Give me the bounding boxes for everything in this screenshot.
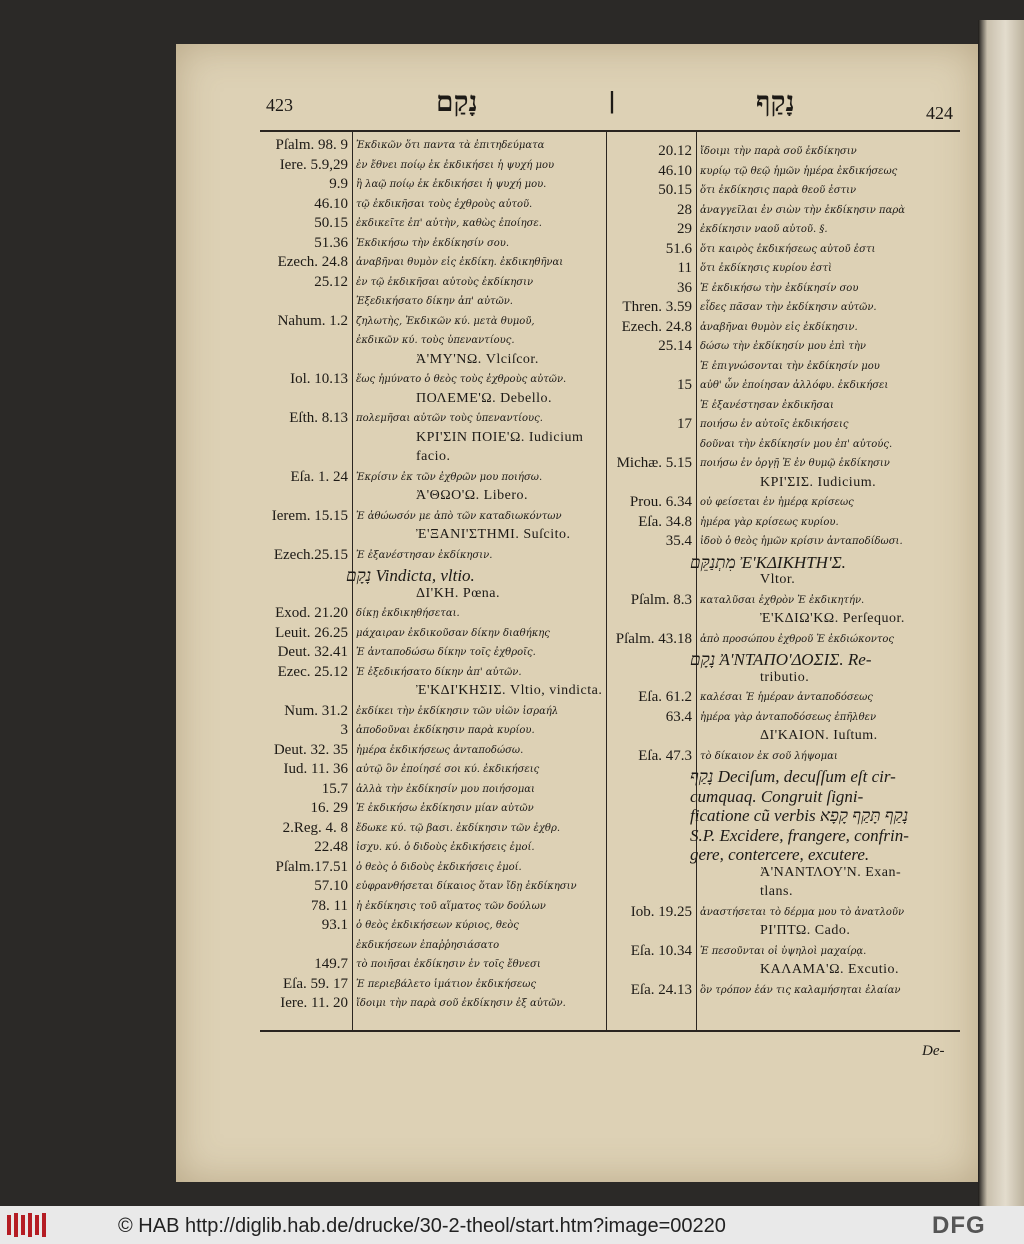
greek-citation: δώσω τὴν ἐκδίκησίν μου ἐπὶ τὴν — [700, 341, 866, 352]
heading-divider: | — [608, 88, 617, 114]
greek-citation: μάχαιραν ἐκδικοῦσαν δίκην διαθήκης — [356, 627, 550, 639]
greek-citation: αὐτῷ ὃν ἐποίησέ σοι κύ. ἐκδικήσεις — [356, 764, 540, 775]
section-heading: Ἀ'ΘΩΟ'Ω. Libero. — [416, 488, 529, 503]
citation-reference: Prou. 6.34 — [629, 494, 692, 510]
greek-citation: ἀναστήσεται τὸ δέρμα μου τὸ ἀνατλοῦν — [700, 906, 905, 918]
section-heading: facio. — [416, 449, 451, 464]
greek-citation: Ἐ ἐκδικήσω τὴν ἐκδίκησίν σου — [700, 282, 859, 294]
citation-reference: 22.48 — [314, 839, 348, 855]
greek-citation: Ἐ ἀνταποδώσω δίκην τοῖς ἐχθροῖς. — [356, 647, 536, 658]
citation-reference: Eſa. 24.13 — [630, 981, 692, 998]
greek-citation: οὐ φείσεται ἐν ἡμέρᾳ κρίσεως — [700, 497, 854, 508]
left-page-number: 423 — [266, 95, 293, 115]
citation-reference: Thren. 3.59 — [622, 299, 692, 315]
citation-reference: 46.10 — [314, 195, 348, 212]
right-page-number: 424 — [926, 103, 953, 123]
citation-reference: 2.Reg. 4. 8 — [282, 819, 348, 836]
entry-heading: S.P. Excidere, frangere, confrin- — [690, 825, 909, 845]
greek-citation: Ἐκρίσιν ἐκ τῶν ἐχθρῶν μου ποιήσω. — [356, 471, 543, 483]
greek-citation: Ἐκδικήσω τὴν ἐκδίκησίν σου. — [356, 237, 510, 249]
citation-reference: 35.4 — [665, 533, 692, 549]
left-hebrew-heading: נָקַם — [436, 85, 478, 118]
section-heading: Ἐ'ΞΑΝΙ'ΣΤΗΜΙ. Suſcito. — [416, 527, 571, 542]
greek-citation: Ἐ ἐπιγνώσονται τὴν ἐκδίκησίν μου — [700, 360, 880, 372]
catchword: De- — [922, 1043, 945, 1059]
greek-citation: ζηλωτὴς, Ἐκδικῶν κύ. μετὰ θυμοῦ, — [356, 315, 535, 327]
section-heading: ΚΡΙ'ΣΙΣ. Iudicium. — [760, 474, 877, 490]
citation-reference: 36 — [677, 279, 692, 296]
greek-citation: ἀλλὰ τὴν ἐκδίκησίν μου ποιήσομαι — [356, 783, 535, 795]
copyright-link[interactable]: © HAB http://diglib.hab.de/drucke/30-2-theol/start.htm?image=00220 — [118, 1215, 726, 1237]
greek-citation: ἐκδικήσεων ἐπαῤῥησιάσατο — [356, 939, 500, 951]
citation-reference: Pſalm. 43.18 — [615, 630, 692, 647]
citation-reference: Iere. 11. 20 — [280, 995, 348, 1011]
greek-citation: ποιήσω ἐν αὐτοῖς ἐκδικήσεις — [700, 419, 849, 430]
entry-heading: נָקַף Deciſum, decuſſum eſt cir- — [690, 767, 896, 786]
citation-reference: Iere. 5.9,29 — [279, 156, 348, 173]
citation-reference: 17 — [677, 416, 692, 432]
citation-reference: 16. 29 — [310, 800, 348, 816]
citation-reference: 51.6 — [665, 240, 692, 257]
entry-heading: cumquaq. Congruit ſigni- — [690, 786, 864, 806]
entry-heading: מִתְנַקֵּם Ἐ'ΚΔΙΚΗΤΗ'Σ. — [690, 552, 846, 572]
header-rule — [260, 130, 960, 132]
greek-citation: ὅτι ἐκδίκησις παρὰ θεοῦ ἐστιν — [700, 185, 857, 196]
citation-reference: Deut. 32. 35 — [273, 741, 348, 758]
citation-reference: 9.9 — [329, 176, 348, 192]
citation-reference: Eſth. 8.13 — [289, 410, 348, 426]
citation-reference: 15 — [677, 377, 692, 393]
greek-citation: εὐφρανθήσεται δίκαιος ὅταν ἴδῃ ἐκδίκησιν — [356, 881, 577, 892]
dfg-logo: DFG — [932, 1212, 986, 1239]
citation-reference: Michæ. 5.15 — [616, 455, 692, 471]
greek-citation: ἐκδικεῖτε ἐπ' αὐτὴν, καθὼς ἐποίησε. — [356, 218, 542, 229]
greek-citation: κυρίῳ τῷ θεῷ ἡμῶν ἡμέρα ἐκδικήσεως — [700, 165, 898, 177]
greek-citation: Ἐ ἐκδικήσω ἐκδίκησιν μίαν αὐτῶν — [356, 803, 534, 814]
greek-citation: τῷ ἐκδικῆσαι τοὺς ἐχθροὺς αὐτοῦ. — [356, 198, 533, 210]
greek-citation: ἡμέρα γὰρ κρίσεως κυρίου. — [700, 516, 839, 528]
citation-reference: 50.15 — [658, 182, 692, 198]
citation-reference: 28 — [677, 201, 692, 218]
greek-citation: αὐθ' ὧν ἐποίησαν ἀλλόφυ. ἐκδικήσει — [700, 380, 889, 391]
greek-citation: ἕως ἠμύνατο ὁ θεὸς τοὺς ἐχθροὺς αὐτῶν. — [356, 374, 567, 385]
citation-reference: 149.7 — [314, 956, 348, 972]
greek-citation: ὃν τρόπον ἐάν τις καλαμήσηται ἐλαίαν — [700, 984, 901, 996]
citation-reference: 25.14 — [658, 338, 692, 354]
citation-reference: Ierem. 15.15 — [271, 507, 348, 524]
column-divider — [606, 132, 607, 1030]
right-hebrew-heading: נָקַף — [756, 85, 795, 118]
citation-reference: Exod. 21.20 — [275, 605, 348, 621]
citation-reference: 3 — [340, 722, 348, 738]
section-heading: ΔΙ'ΚΑΙΟΝ. Iuſtum. — [760, 728, 878, 743]
entry-heading: נָקָם Ἀ'ΝΤΑΠΟ'ΔΟΣΙΣ. Re- — [690, 650, 872, 669]
citation-reference: 20.12 — [658, 143, 692, 159]
citation-reference: Num. 31.2 — [284, 702, 348, 719]
footer-bar — [0, 1206, 1024, 1244]
citation-reference: Eſa. 10.34 — [630, 942, 692, 959]
citation-reference: 25.12 — [314, 273, 348, 290]
citation-reference: 63.4 — [665, 708, 692, 725]
citation-reference: Iob. 19.25 — [630, 903, 692, 920]
greek-citation: ἰσχυ. κύ. ὁ διδοὺς ἐκδικήσεις ἐμοί. — [356, 842, 535, 853]
greek-citation: καλέσαι Ἐ ἡμέραν ἀνταποδόσεως — [700, 692, 873, 703]
greek-citation: ὁ θεὸς ὁ διδοὺς ἐκδικήσεις ἐμοί. — [356, 861, 522, 873]
greek-citation: ἢ λαῷ ποίῳ ἐκ ἐκδικήσει ἡ ψυχή μου. — [356, 179, 547, 190]
greek-citation: ἀναβῆναι θυμὸν εἰς ἐκδίκη. ἐκδικηθῆναι — [356, 257, 564, 268]
greek-citation: ὅτι ἐκδίκησις κυρίου ἐστὶ — [700, 263, 832, 274]
citation-reference: Pſalm. 98. 9 — [275, 137, 348, 153]
greek-citation: ἔδωκε κύ. τῷ βασι. ἐκδίκησιν τῶν ἐχθρ. — [356, 822, 561, 834]
greek-citation: εἶδες πᾶσαν τὴν ἐκδίκησιν αὐτῶν. — [700, 302, 877, 313]
greek-citation: ἐκδίκησιν ναοῦ αὐτοῦ. §. — [700, 224, 828, 235]
greek-citation: ἡμέρα ἐκδικήσεως ἀνταποδώσω. — [356, 744, 524, 756]
citation-reference: 51.36 — [314, 234, 348, 251]
section-heading: ΚΡΙ'ΣΙΝ ΠΟΙΕ'Ω. Iudicium — [416, 429, 584, 445]
citation-reference: Eſa. 47.3 — [638, 747, 692, 764]
section-heading: Ἐ'ΚΔΙ'ΚΗΣΙΣ. Vltio, vindicta. — [416, 683, 603, 698]
citation-reference: 50.15 — [314, 215, 348, 231]
citation-reference: Eſa. 1. 24 — [290, 468, 348, 485]
greek-citation: ἐν ἔθνει ποίῳ ἐκ ἐκδικήσει ἡ ψυχή μου — [356, 159, 555, 171]
greek-citation: ἀποδοῦναι ἐκδίκησιν παρὰ κυρίου. — [356, 725, 535, 736]
section-heading: ΠΟΛΕΜΕ'Ω. Debello. — [416, 390, 552, 406]
section-heading: tlans. — [760, 884, 793, 899]
greek-citation: τὸ ποιῆσαι ἐκδίκησιν ἐν τοῖς ἔθνεσι — [356, 959, 541, 970]
greek-citation: ὁ θεὸς ἐκδικήσεων κύριος, θεὸς — [356, 920, 519, 931]
citation-reference: 11 — [677, 260, 692, 276]
right-ref-divider — [696, 132, 697, 1030]
citation-reference: 46.10 — [658, 162, 692, 179]
citation-reference: 57.10 — [314, 878, 348, 894]
citation-reference: Pſalm. 8.3 — [630, 591, 692, 608]
greek-citation: πολεμῆσαι αὐτῶν τοὺς ὑπεναντίους. — [356, 413, 543, 424]
greek-citation: ἴδοιμι τὴν παρὰ σοῦ ἐκδίκησιν — [700, 146, 857, 157]
citation-reference: Iud. 11. 36 — [283, 761, 348, 777]
greek-citation: Ἐ πεσοῦνται οἱ ὑψηλοὶ μαχαίρᾳ. — [700, 945, 867, 957]
citation-reference: Eſa. 59. 17 — [283, 975, 348, 992]
greek-citation: ἀναβῆναι θυμὸν εἰς ἐκδίκησιν. — [700, 321, 858, 333]
entry-heading: נָקָם Vindicta, vltio. — [346, 566, 475, 585]
greek-citation: ἐν τῷ ἐκδικῆσαι αὐτοὺς ἐκδίκησιν — [356, 276, 534, 288]
greek-citation: ἴδοιμι τὴν παρὰ σοῦ ἐκδίκησιν ἐξ αὐτῶν. — [356, 998, 566, 1009]
citation-reference: Ezech. 24.8 — [277, 254, 348, 270]
greek-citation: ἀναγγεῖλαι ἐν σιὼν τὴν ἐκδίκησιν παρὰ — [700, 204, 905, 216]
greek-citation: ἀπὸ προσώπου ἐχθροῦ Ἐ ἐκδιώκοντος — [700, 633, 894, 645]
greek-citation: καταλῦσαι ἐχθρὸν Ἐ ἐκδικητήν. — [700, 594, 865, 606]
greek-citation: ἐκδίκει τὴν ἐκδίκησιν τῶν υἱῶν ἰσραήλ — [356, 705, 559, 717]
greek-citation: Ἐ περιεβάλετο ἱμάτιον ἐκδικήσεως — [356, 978, 537, 990]
greek-citation: ἡ ἐκδίκησις τοῦ αἵματος τῶν δούλων — [356, 900, 546, 912]
citation-reference: Eſa. 61.2 — [638, 689, 692, 705]
entry-heading: gere, contercere, excutere. — [690, 845, 870, 864]
citation-reference: 78. 11 — [311, 897, 348, 914]
citation-reference: Nahum. 1.2 — [277, 312, 348, 329]
citation-reference: Pſalm.17.51 — [275, 858, 348, 875]
greek-citation: ὅτι καιρὸς ἐκδικήσεως αὐτοῦ ἐστι — [700, 243, 876, 255]
citation-reference: 29 — [677, 221, 692, 237]
greek-citation: ἡμέρα γὰρ ἀνταποδόσεως ἐπῆλθεν — [700, 711, 877, 723]
greek-citation: Ἐ ἀθώωσόν με ἀπὸ τῶν καταδιωκόντων — [356, 510, 562, 522]
citation-reference: Leuit. 26.25 — [275, 624, 348, 641]
greek-citation: ποιήσω ἐν ὀργῇ Ἐ ἐν θυμῷ ἐκδίκησιν — [700, 458, 890, 469]
greek-citation: Ἐξεδικήσατο δίκην ἀπ' αὐτῶν. — [356, 296, 513, 307]
citation-reference: Ezec. 25.12 — [277, 663, 348, 680]
greek-citation: Ἐκδικῶν ὅτι παντα τὰ ἐπιτηδεύματα — [356, 140, 545, 151]
greek-citation: Ἐ ἐξανέστησαν ἐκδίκησιν. — [356, 549, 493, 561]
entry-heading: ficatione cũ verbis נָקַף תָּקַף קָפָא — [690, 806, 909, 825]
greek-citation: ἰδοὺ ὁ θεὸς ἡμῶν κρίσιν ἀνταποδίδωσι. — [700, 536, 903, 547]
section-heading: Ἐ'ΚΔΙΩ'ΚΩ. Perſequor. — [760, 611, 905, 626]
greek-citation: δίκῃ ἐκδικηθήσεται. — [356, 608, 460, 619]
citation-reference: 93.1 — [321, 917, 348, 933]
greek-citation: Ἐ ἐξανέστησαν ἐκδικῆσαι — [700, 399, 834, 411]
section-heading: Vltor. — [760, 572, 796, 587]
citation-reference: 15.7 — [321, 780, 348, 797]
citation-reference: Eſa. 34.8 — [638, 513, 692, 530]
citation-reference: Ezech.25.15 — [273, 546, 348, 563]
section-heading: Ἀ'ΝΑΝΤΛΟΥ'Ν. Exan- — [760, 864, 902, 880]
citation-reference: Ezech. 24.8 — [621, 318, 692, 335]
section-heading: ΡΙ'ΠΤΩ. Cado. — [760, 923, 851, 938]
next-page-edge — [978, 20, 1024, 1206]
footer-rule — [260, 1030, 960, 1032]
greek-citation: τὸ δίκαιον ἐκ σοῦ λήψομαι — [700, 750, 838, 762]
section-heading: ΚΑΛΑΜΑ'Ω. Excutio. — [760, 962, 900, 977]
section-heading: ΔΙ'ΚΗ. Pœna. — [416, 585, 501, 601]
greek-citation: ἐκδικῶν κύ. τοὺς ὑπεναντίους. — [356, 335, 515, 346]
section-heading: Ἀ'ΜΥ'ΝΩ. Vlciſcor. — [416, 351, 539, 367]
hab-logo-icon — [6, 1212, 48, 1238]
greek-citation: δοῦναι τὴν ἐκδίκησίν μου ἐπ' αὐτούς. — [700, 438, 893, 450]
citation-reference: Deut. 32.41 — [277, 644, 348, 660]
section-heading: tributio. — [760, 669, 810, 685]
citation-reference: Iol. 10.13 — [290, 371, 348, 387]
greek-citation: Ἐ ἐξεδικήσατο δίκην ἀπ' αὐτῶν. — [356, 666, 522, 678]
scanned-page — [176, 44, 978, 1182]
